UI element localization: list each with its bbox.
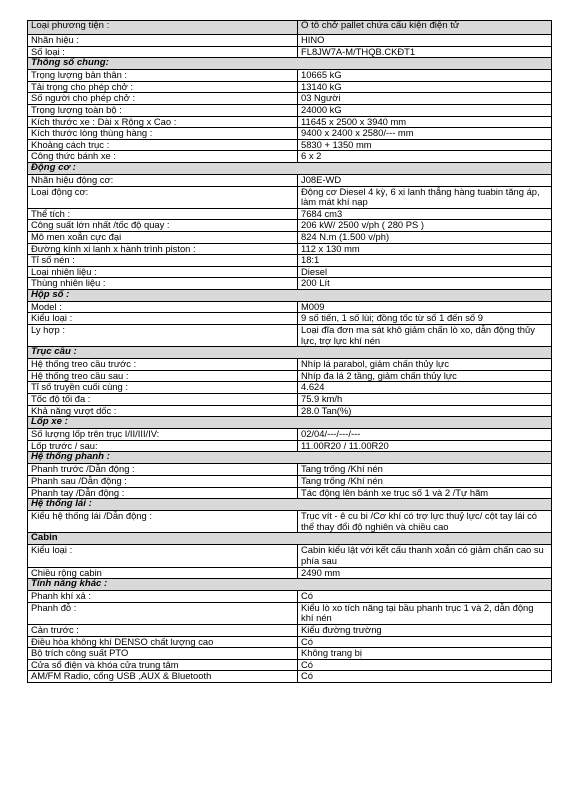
spec-label: Cửa sổ điện và khóa cửa trung tâm [28,659,298,671]
spec-label: Model : [28,301,298,313]
spec-value: 206 kW/ 2500 v/ph ( 280 PS ) [298,220,552,232]
spec-row [28,313,552,325]
spec-row [28,440,552,452]
spec-label: Phanh đỗ : [28,602,298,624]
spec-label: Đường kính xi lanh x hành trình piston : [28,243,298,255]
spec-row [28,128,552,140]
spec-label: Công thức bánh xe : [28,151,298,163]
spec-label: Thùng nhiên liệu : [28,278,298,290]
spec-value: Nhíp lá parabol, giảm chấn thủy lực [298,359,552,371]
spec-label: Chiều rộng cabin [28,567,298,579]
spec-label: Thể tích : [28,208,298,220]
spec-value: 03 Người [298,93,552,105]
spec-row [28,370,552,382]
spec-value: 10665 kG [298,70,552,82]
spec-value: Có [298,671,552,683]
spec-label: Tải trọng cho phép chở : [28,81,298,93]
spec-row [28,636,552,648]
spec-label: Số loại : [28,46,298,58]
spec-value: Nhíp đa lá 2 tầng, giảm chấn thủy lực [298,370,552,382]
spec-label: Tỉ số truyền cuối cùng : [28,382,298,394]
spec-value: 2490 mm [298,567,552,579]
spec-row [28,208,552,220]
spec-value: 7684 cm3 [298,208,552,220]
spec-table [27,20,552,683]
spec-value: 13140 kG [298,81,552,93]
spec-label: Lốp trước / sau: [28,440,298,452]
spec-label: Kiểu hệ thống lái /Dẫn động : [28,511,298,533]
spec-value: Có [298,591,552,603]
spec-row [28,382,552,394]
spec-label: Phanh sau /Dẫn động : [28,476,298,488]
spec-label: Tốc độ tối đa : [28,394,298,406]
spec-value: 28.0 Tan(%) [298,405,552,417]
spec-label: Bộ trích công suất PTO [28,648,298,660]
spec-row [28,301,552,313]
spec-row [28,602,552,624]
spec-value: FL8JW7A-M/THQB.CKĐT1 [298,46,552,58]
spec-label: Số lượng lốp trên trục I/II/III/IV: [28,429,298,441]
header-row [28,21,552,35]
spec-row [28,81,552,93]
spec-label: Tỉ số nén : [28,255,298,267]
spec-row [28,116,552,128]
spec-value: Diesel [298,266,552,278]
section-header [28,533,552,545]
spec-value: HINO [298,35,552,47]
spec-value: 11.00R20 / 11.00R20 [298,440,552,452]
header-value: Ô tô chở pallet chứa cấu kiện điện tử [298,21,552,35]
section-title: Hệ thống phanh : [28,452,552,464]
section-header [28,417,552,429]
spec-row [28,220,552,232]
spec-value: M009 [298,301,552,313]
spec-label: Trọng lượng toàn bộ : [28,104,298,116]
spec-row [28,151,552,163]
spec-value: 4.624 [298,382,552,394]
spec-row [28,567,552,579]
spec-value: 18:1 [298,255,552,267]
section-header [28,162,552,174]
spec-label: Hệ thống treo cầu sau : [28,370,298,382]
spec-row [28,405,552,417]
spec-row [28,545,552,567]
spec-row [28,174,552,186]
spec-value: Không trang bị [298,648,552,660]
spec-value: Cabin kiểu lật với kết cấu thanh xoắn có giảm chấn cao su phía sau [298,545,552,567]
section-title: Động cơ : [28,162,552,174]
section-title: Cabin [28,533,552,545]
section-title: Trục cầu : [28,347,552,359]
spec-value: Tác động lên bánh xe trục số 1 và 2 /Tự hãm [298,487,552,499]
spec-row [28,591,552,603]
spec-label: Số người cho phép chở : [28,93,298,105]
spec-row [28,394,552,406]
spec-row [28,671,552,683]
spec-value: 02/04/---/---/--- [298,429,552,441]
spec-value: Động cơ Diesel 4 kỳ, 6 xi lanh thẳng hàng tuabin tăng áp, làm mát khí nạp [298,186,552,208]
spec-label: Cản trước : [28,624,298,636]
spec-label: Loại nhiên liệu : [28,266,298,278]
spec-label: Nhãn hiệu : [28,35,298,47]
section-title: Hệ thống lái : [28,499,552,511]
spec-row [28,243,552,255]
spec-value: 9 số tiến, 1 số lùi; đồng tốc từ số 1 đến số 9 [298,313,552,325]
spec-label: Mô men xoắn cực đại [28,231,298,243]
spec-row [28,624,552,636]
spec-value: Tang trống /Khí nén [298,464,552,476]
spec-row [28,255,552,267]
spec-value: Có [298,659,552,671]
spec-row [28,266,552,278]
section-title: Thông số chung: [28,58,552,70]
section-title: Tính năng khác : [28,579,552,591]
spec-label: Khoảng cách trục : [28,139,298,151]
section-header [28,452,552,464]
spec-value: Trục vít - ê cu bi /Cơ khí có trợ lực thuỷ lực/ cột tay lái có thể thay đổi độ nghiên và chiều cao [298,511,552,533]
spec-row [28,429,552,441]
spec-label: Kiểu loại : [28,545,298,567]
spec-value: Kiểu đường trường [298,624,552,636]
spec-value: Tang trống /Khí nén [298,476,552,488]
section-header [28,499,552,511]
spec-label: Kích thước xe : Dài x Rộng x Cao : [28,116,298,128]
spec-row [28,278,552,290]
spec-row [28,104,552,116]
spec-value: 5830 + 1350 mm [298,139,552,151]
spec-row [28,476,552,488]
spec-row [28,46,552,58]
header-label: Loại phương tiện : [28,21,298,35]
spec-row [28,231,552,243]
spec-label: Phanh khí xả : [28,591,298,603]
spec-label: Trọng lượng bản thân : [28,70,298,82]
spec-label: Hệ thống treo cầu trước : [28,359,298,371]
spec-row [28,359,552,371]
spec-row [28,70,552,82]
spec-row [28,487,552,499]
spec-value: J08E-WD [298,174,552,186]
section-header [28,58,552,70]
spec-label: Công suất lớn nhất /tốc độ quay : [28,220,298,232]
spec-value: Có [298,636,552,648]
spec-value: 24000 kG [298,104,552,116]
section-title: Hộp số : [28,289,552,301]
section-header [28,347,552,359]
spec-row [28,139,552,151]
spec-label: Điều hòa không khí DENSO chất lượng cao [28,636,298,648]
spec-row [28,659,552,671]
spec-label: Nhãn hiệu động cơ: [28,174,298,186]
spec-value: 200 Lít [298,278,552,290]
section-header [28,579,552,591]
spec-value: 112 x 130 mm [298,243,552,255]
spec-label: AM/FM Radio, cổng USB ,AUX & Bluetooth [28,671,298,683]
spec-label: Kích thước lòng thùng hàng : [28,128,298,140]
spec-label: Khả năng vượt dốc : [28,405,298,417]
spec-row [28,325,552,347]
spec-label: Kiểu loại : [28,313,298,325]
spec-label: Ly hợp : [28,325,298,347]
spec-row [28,93,552,105]
spec-row [28,511,552,533]
spec-label: Phanh trước /Dẫn động : [28,464,298,476]
section-header [28,289,552,301]
spec-value: 6 x 2 [298,151,552,163]
spec-value: 824 N.m (1.500 v/ph) [298,231,552,243]
spec-row [28,464,552,476]
spec-value: 75.9 km/h [298,394,552,406]
spec-label: Phanh tay /Dẫn động : [28,487,298,499]
spec-row [28,186,552,208]
spec-label: Loại động cơ: [28,186,298,208]
spec-value: 11645 x 2500 x 3940 mm [298,116,552,128]
spec-row [28,648,552,660]
spec-value: Kiểu lò xo tích năng tại bầu phanh trục 1 và 2, dẫn động khí nén [298,602,552,624]
spec-value: Loại đĩa đơn ma sát khô giảm chấn lò xo, dẫn động thủy lực, trợ lực khí nén [298,325,552,347]
spec-value: 9400 x 2400 x 2580/--- mm [298,128,552,140]
section-title: Lốp xe : [28,417,552,429]
spec-row [28,35,552,47]
